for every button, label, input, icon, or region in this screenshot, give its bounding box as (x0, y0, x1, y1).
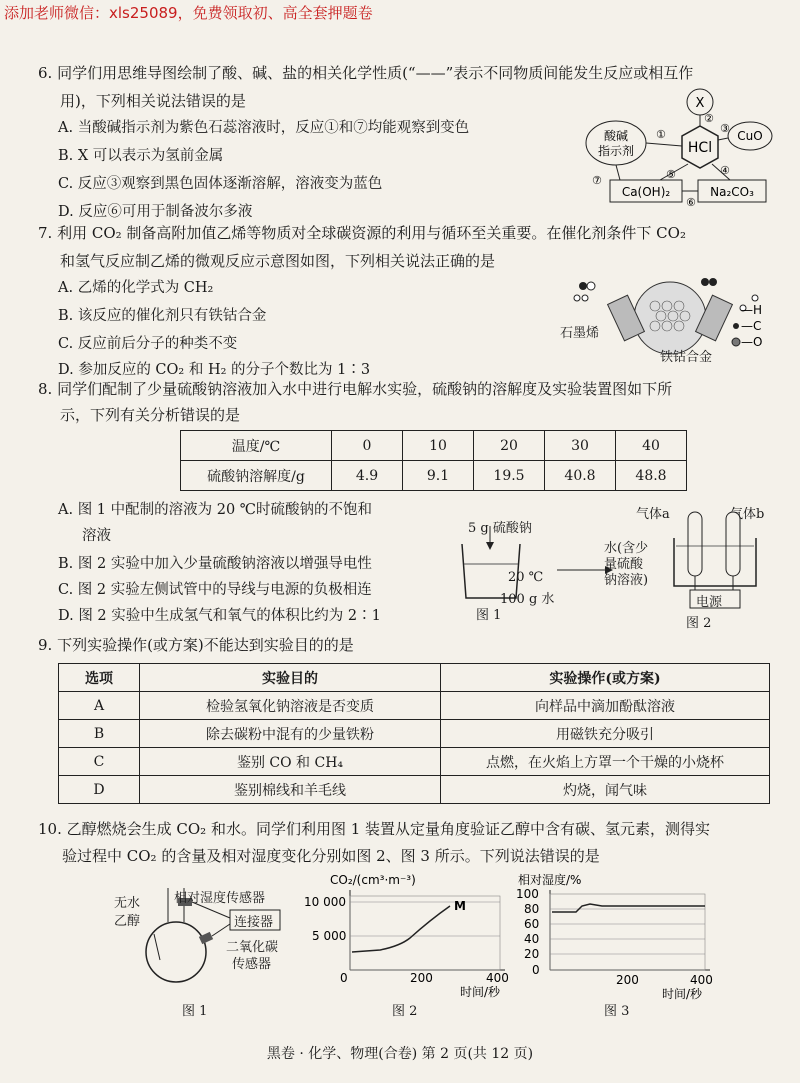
fig2-caption: 图 2 (686, 616, 712, 631)
q6-stem-line1: 6. 同学们用思维导图绘制了酸、碱、盐的相关化学性质(“——”表示不同物质间能发生反应或相互作 (38, 64, 694, 82)
q8-stem-line1: 8. 同学们配制了少量硫酸钠溶液加入水中进行电解水实验，硫酸钠的溶解度及实验装置图如下所 (38, 380, 673, 398)
svg-text:①: ① (656, 128, 666, 141)
q6-option-d: D. 反应⑥可用于制备波尔多液 (58, 204, 253, 220)
q7-option-d: D. 参加反应的 CO₂ 和 H₂ 的分子个数比为 1∶3 (58, 362, 371, 378)
fig2-xlabel: 时间/秒 (460, 985, 501, 999)
fig3-tick-40: 40 (524, 932, 540, 946)
fig3-tick-200: 200 (616, 973, 639, 987)
svg-text:Na₂CO₃: Na₂CO₃ (710, 185, 754, 199)
fig2-gas-a: 气体a (636, 507, 670, 522)
q7-stem-line1: 7. 利用 CO₂ 制备高附加值乙烯等物质对全球碳资源的利用与循环至关重要。在催化剂条件下 CO₂ (38, 224, 686, 242)
fig1-caption: 图 1 (476, 608, 502, 623)
table-row: D 鉴别棉线和羊毛线 灼烧，闻气味 (59, 776, 770, 804)
fig2-tick-200: 200 (410, 971, 433, 985)
fig3-tick-400: 400 (690, 973, 713, 987)
q10-fig1-caption: 图 1 (182, 1004, 208, 1019)
fig1-ethanol-label1: 无水 (114, 896, 141, 911)
svg-text:Ca(OH)₂: Ca(OH)₂ (621, 185, 671, 199)
fig1-co2-sensor-2: 传感器 (232, 957, 272, 972)
q8-option-a-line1: A. 图 1 中配制的溶液为 20 ℃时硫酸钠的不饱和 (58, 502, 373, 518)
svg-text:③: ③ (720, 122, 730, 135)
fig1-salt-label: 5 g 硫酸钠 (468, 521, 532, 536)
q10-fig2-co2-chart (300, 870, 515, 1000)
svg-text:CuO: CuO (737, 129, 763, 143)
svg-text:—C: —C (741, 319, 762, 333)
fig2-ylabel: CO₂/(cm³·m⁻³) (330, 873, 416, 887)
svg-text:⑦: ⑦ (592, 174, 602, 187)
q8-option-a-line2: 溶液 (82, 528, 111, 544)
fig1-temp-label: 20 ℃ (508, 570, 544, 585)
q8-option-b: B. 图 2 实验中加入少量硫酸钠溶液以增强导电性 (58, 556, 372, 572)
svg-text:酸碱: 酸碱 (603, 129, 629, 143)
fig3-xlabel: 时间/秒 (662, 987, 703, 1000)
table-row: C 鉴别 CO 和 CH₄ 点燃，在火焰上方罩一个干燥的小烧杯 (59, 748, 770, 776)
q7-option-c: C. 反应前后分子的种类不变 (58, 336, 238, 352)
fig1-water-label: 100 g 水 (500, 592, 555, 607)
fig3-tick-80: 80 (524, 902, 540, 916)
q6-stem-line2: 用)，下列相关说法错误的是 (60, 92, 246, 110)
q10-fig2-caption: 图 2 (392, 1004, 418, 1019)
svg-text:—H: —H (741, 303, 763, 317)
q8-solubility-table: 温度/℃ 0 10 20 30 40 硫酸钠溶解度/g 4.9 9.1 19.5 40.8 48.8 (180, 430, 687, 491)
fig3-tick-60: 60 (524, 917, 540, 931)
q10-fig3-caption: 图 3 (604, 1004, 630, 1019)
x-label: X (695, 96, 705, 111)
page-footer: 黑卷 · 化学、物理(合卷) 第 2 页(共 12 页) (266, 1046, 534, 1062)
fig2-tick-5000: 5 000 (312, 929, 347, 943)
fig2-solution-label: 水(含少 量硫酸 钠溶液) (604, 541, 649, 588)
fig3-tick-100: 100 (516, 887, 539, 901)
q9-table: 选项 实验目的 实验操作(或方案) A 检验氢氧化钠溶液是否变质 向样品中滴加酚酞溶液 B 除去碳粉中混有的少量铁粉 用磁铁充分吸引 C 鉴别 CO 和 CH₄ 点燃，在火焰上方罩一个干燥的小烧杯 D 鉴别棉线和羊毛线 灼烧，闻气味 (58, 663, 770, 804)
fig1-connector: 连接器 (234, 915, 274, 930)
hcl-label: HCl (687, 140, 713, 156)
q8-option-d: D. 图 2 实验中生成氢气和氧气的体积比约为 2∶1 (58, 608, 381, 624)
q10-fig3-humidity-chart (510, 870, 725, 1000)
fig1-humidity-sensor: 相对湿度传感器 (174, 891, 266, 906)
table-row: B 除去碳粉中混有的少量铁粉 用磁铁充分吸引 (59, 720, 770, 748)
q10-stem-line2: 验过程中 CO₂ 的含量及相对湿度变化分别如图 2、图 3 所示。下列说法错误的是 (62, 847, 600, 865)
fig1-co2-sensor-1: 二氧化碳 (226, 940, 279, 955)
q6-option-a: A. 当酸碱指示剂为紫色石蕊溶液时，反应①和⑦均能观察到变色 (58, 120, 470, 136)
fig2-tick-0: 0 (340, 971, 348, 985)
fig2-point-m: M (454, 899, 466, 913)
fig2-tick-10000: 10 000 (304, 895, 346, 909)
fig3-tick-0: 0 (532, 963, 540, 977)
svg-text:—O: —O (741, 335, 763, 349)
svg-text:⑥: ⑥ (686, 196, 696, 208)
q9-stem: 9. 下列实验操作(或方案)不能达到实验目的的是 (38, 636, 354, 654)
fig3-ylabel: 相对湿度/% (518, 873, 582, 887)
watermark: 添加老师微信：xls25089，免费领取初、高全套押题卷 (4, 4, 373, 22)
q6-option-b: B. X 可以表示为氢前金属 (58, 148, 224, 164)
svg-text:④: ④ (720, 164, 730, 177)
graphene-label: 石墨烯 (560, 326, 600, 341)
svg-text:②: ② (704, 112, 714, 125)
q6-mind-map (580, 88, 780, 208)
fig3-humidity-curve (552, 904, 705, 912)
q8-option-c: C. 图 2 实验左侧试管中的导线与电源的负极相连 (58, 582, 372, 598)
table-row: A 检验氢氧化钠溶液是否变质 向样品中滴加酚酞溶液 (59, 692, 770, 720)
q7-stem-line2: 和氢气反应制乙烯的微观反应示意图如图，下列相关说法正确的是 (60, 252, 496, 270)
fig3-tick-20: 20 (524, 947, 540, 961)
svg-text:⑤: ⑤ (666, 168, 676, 181)
q7-option-b: B. 该反应的催化剂只有铁钴合金 (58, 308, 267, 324)
fig2-tick-400: 400 (486, 971, 509, 985)
svg-text:指示剂: 指示剂 (597, 144, 635, 158)
fig2-power-label: 电源 (696, 595, 723, 610)
q7-option-a: A. 乙烯的化学式为 CH₂ (58, 280, 214, 296)
fig2-co2-curve (352, 906, 450, 952)
alloy-label: 铁钴合金 (660, 350, 713, 365)
q8-stem-line2: 示，下列有关分析错误的是 (60, 406, 241, 424)
fig1-ethanol-label2: 乙醇 (114, 914, 141, 929)
fig2-gas-b: 气体b (730, 507, 765, 522)
q10-stem-line1: 10. 乙醇燃烧会生成 CO₂ 和水。同学们利用图 1 装置从定量角度验证乙醇中含有碳、氢元素，测得实 (38, 820, 711, 838)
q6-option-c: C. 反应③观察到黑色固体逐渐溶解，溶液变为蓝色 (58, 176, 383, 192)
